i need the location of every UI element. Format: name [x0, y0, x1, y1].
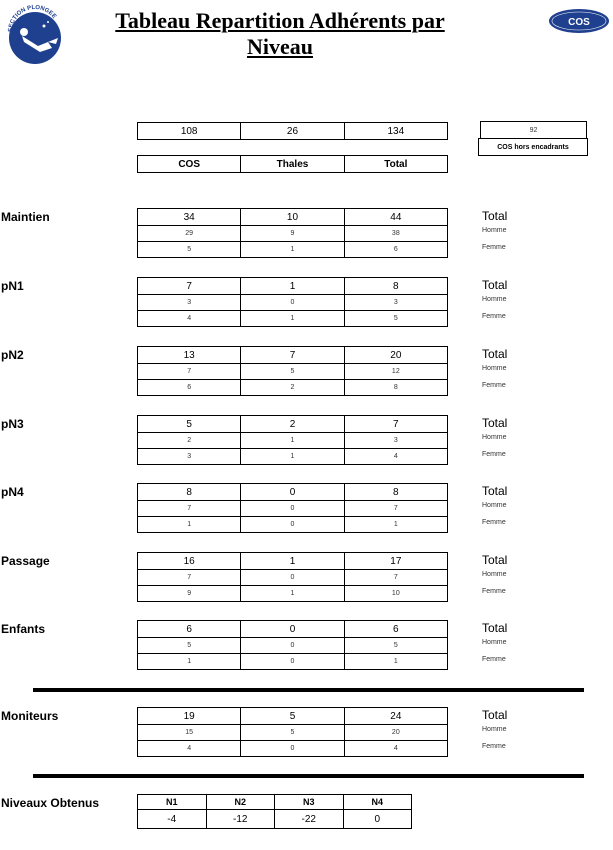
homme-row-label: Homme — [482, 571, 507, 578]
cos-logo-icon — [548, 8, 610, 34]
page-title-line2: Niveau — [247, 34, 313, 59]
homme-cell: 7 — [138, 570, 241, 586]
table-row — [138, 449, 448, 465]
table-row — [138, 570, 448, 586]
homme-cell: 5 — [241, 725, 344, 741]
niveaux-value-n4: 0 — [343, 810, 412, 829]
femme-cell: 1 — [138, 654, 241, 670]
femme-cell: 5 — [344, 311, 447, 327]
homme-cell: 2 — [138, 433, 241, 449]
total-cell: 8 — [344, 278, 447, 295]
group-table — [137, 277, 448, 327]
niveaux-label: Niveaux Obtenus — [1, 796, 100, 810]
femme-cell: 4 — [344, 449, 447, 465]
femme-row-label: Femme — [482, 382, 506, 389]
right-logo-text: COS — [568, 17, 590, 28]
femme-cell: 8 — [344, 380, 447, 396]
summary-thales-value: 26 — [241, 123, 344, 140]
homme-row-label: Homme — [482, 639, 507, 646]
niveaux-header-n1: N1 — [138, 795, 207, 810]
femme-row-label: Femme — [482, 519, 506, 526]
homme-row-label: Homme — [482, 502, 507, 509]
homme-row-label: Homme — [482, 365, 507, 372]
header-cos: COS — [138, 156, 241, 173]
femme-cell: 4 — [344, 741, 447, 757]
femme-cell: 6 — [344, 242, 447, 258]
group-table — [137, 483, 448, 533]
table-row — [138, 725, 448, 741]
diver-logo-icon — [4, 2, 66, 68]
total-cell: 5 — [241, 708, 344, 725]
femme-row-label: Femme — [482, 588, 506, 595]
group-table — [137, 208, 448, 258]
total-cell: 6 — [138, 621, 241, 638]
femme-cell: 1 — [241, 586, 344, 602]
table-row — [138, 311, 448, 327]
total-row-label: Total — [482, 484, 508, 498]
left-logo-text: SECTION PLONGEE — [7, 4, 57, 33]
group-label: pN2 — [1, 348, 24, 362]
homme-cell: 0 — [241, 638, 344, 654]
table-row — [138, 278, 448, 295]
homme-cell: 1 — [241, 433, 344, 449]
group-table — [137, 707, 448, 757]
niveaux-header-n3: N3 — [275, 795, 344, 810]
header-thales: Thales — [241, 156, 344, 173]
summary-values-table — [137, 122, 448, 140]
femme-cell: 6 — [138, 380, 241, 396]
total-cell: 44 — [344, 209, 447, 226]
total-cell: 5 — [138, 416, 241, 433]
group-label: pN4 — [1, 485, 24, 499]
total-cell: 19 — [138, 708, 241, 725]
total-row-label: Total — [482, 708, 508, 722]
homme-cell: 38 — [344, 226, 447, 242]
homme-cell: 3 — [344, 295, 447, 311]
total-cell: 24 — [344, 708, 447, 725]
homme-cell: 7 — [138, 364, 241, 380]
table-row — [138, 638, 448, 654]
total-cell: 1 — [241, 553, 344, 570]
table-row — [138, 295, 448, 311]
total-cell: 20 — [344, 347, 447, 364]
table-row — [138, 364, 448, 380]
homme-cell: 5 — [344, 638, 447, 654]
group-label: pN1 — [1, 279, 24, 293]
summary-header-table — [137, 155, 448, 173]
header-total: Total — [344, 156, 447, 173]
group-table — [137, 620, 448, 670]
table-row — [138, 226, 448, 242]
homme-cell: 5 — [241, 364, 344, 380]
homme-row-label: Homme — [482, 296, 507, 303]
niveaux-table — [137, 794, 412, 829]
femme-cell: 0 — [241, 517, 344, 533]
total-cell: 1 — [241, 278, 344, 295]
total-cell: 34 — [138, 209, 241, 226]
separator-line — [33, 688, 584, 692]
femme-cell: 3 — [138, 449, 241, 465]
femme-row-label: Femme — [482, 656, 506, 663]
total-row-label: Total — [482, 278, 508, 292]
total-cell: 8 — [138, 484, 241, 501]
total-cell: 10 — [241, 209, 344, 226]
femme-cell: 5 — [138, 242, 241, 258]
femme-cell: 1 — [241, 449, 344, 465]
group-label: Maintien — [1, 210, 50, 224]
total-row-label: Total — [482, 553, 508, 567]
summary-cos-value: 108 — [138, 123, 241, 140]
group-table — [137, 346, 448, 396]
table-row — [138, 380, 448, 396]
group-label: Enfants — [1, 622, 46, 636]
summary-total-value: 134 — [344, 123, 447, 140]
homme-cell: 12 — [344, 364, 447, 380]
group-label: Passage — [1, 554, 50, 568]
total-cell: 0 — [241, 484, 344, 501]
homme-cell: 7 — [138, 501, 241, 517]
femme-row-label: Femme — [482, 313, 506, 320]
table-row — [138, 209, 448, 226]
total-row-label: Total — [482, 347, 508, 361]
femme-cell: 9 — [138, 586, 241, 602]
page-title-line1: Tableau Repartition Adhérents par — [115, 8, 445, 33]
homme-cell: 29 — [138, 226, 241, 242]
group-table — [137, 552, 448, 602]
total-cell: 7 — [138, 278, 241, 295]
table-row — [138, 347, 448, 364]
femme-cell: 1 — [241, 311, 344, 327]
total-row-label: Total — [482, 416, 508, 430]
total-cell: 7 — [241, 347, 344, 364]
table-row — [138, 517, 448, 533]
total-cell: 13 — [138, 347, 241, 364]
total-row-label: Total — [482, 209, 508, 223]
cos-hors-label-table — [478, 138, 588, 156]
niveaux-value-n1: -4 — [138, 810, 207, 829]
total-cell: 17 — [344, 553, 447, 570]
homme-cell: 20 — [344, 725, 447, 741]
cos-hors-label: COS hors encadrants — [479, 139, 588, 156]
homme-cell: 0 — [241, 295, 344, 311]
femme-row-label: Femme — [482, 451, 506, 458]
total-cell: 7 — [344, 416, 447, 433]
homme-row-label: Homme — [482, 726, 507, 733]
table-row — [138, 586, 448, 602]
total-cell: 6 — [344, 621, 447, 638]
total-cell: 2 — [241, 416, 344, 433]
homme-cell: 9 — [241, 226, 344, 242]
femme-cell: 1 — [344, 654, 447, 670]
cos-hors-value-table — [480, 121, 587, 139]
table-row — [138, 654, 448, 670]
femme-cell: 0 — [241, 654, 344, 670]
femme-row-label: Femme — [482, 743, 506, 750]
table-row — [138, 501, 448, 517]
group-table — [137, 415, 448, 465]
total-cell: 16 — [138, 553, 241, 570]
homme-cell: 15 — [138, 725, 241, 741]
homme-cell: 3 — [344, 433, 447, 449]
cos-hors-value: 92 — [481, 122, 587, 139]
table-row — [138, 433, 448, 449]
table-row — [138, 741, 448, 757]
femme-cell: 1 — [138, 517, 241, 533]
femme-cell: 1 — [344, 517, 447, 533]
femme-cell: 4 — [138, 311, 241, 327]
homme-cell: 0 — [241, 501, 344, 517]
femme-cell: 4 — [138, 741, 241, 757]
homme-cell: 7 — [344, 570, 447, 586]
group-label: pN3 — [1, 417, 24, 431]
total-cell: 0 — [241, 621, 344, 638]
table-row — [138, 484, 448, 501]
femme-cell: 1 — [241, 242, 344, 258]
femme-row-label: Femme — [482, 244, 506, 251]
niveaux-value-n3: -22 — [275, 810, 344, 829]
total-cell: 8 — [344, 484, 447, 501]
group-label: Moniteurs — [1, 709, 59, 723]
homme-row-label: Homme — [482, 434, 507, 441]
table-row — [138, 242, 448, 258]
niveaux-value-n2: -12 — [206, 810, 275, 829]
niveaux-header-n2: N2 — [206, 795, 275, 810]
femme-cell: 10 — [344, 586, 447, 602]
page-title — [80, 8, 480, 60]
table-row — [138, 708, 448, 725]
table-row — [138, 553, 448, 570]
homme-cell: 3 — [138, 295, 241, 311]
homme-row-label: Homme — [482, 227, 507, 234]
homme-cell: 5 — [138, 638, 241, 654]
niveaux-header-n4: N4 — [343, 795, 412, 810]
table-row — [138, 416, 448, 433]
separator-line — [33, 774, 584, 778]
homme-cell: 0 — [241, 570, 344, 586]
homme-cell: 7 — [344, 501, 447, 517]
femme-cell: 0 — [241, 741, 344, 757]
femme-cell: 2 — [241, 380, 344, 396]
total-row-label: Total — [482, 621, 508, 635]
table-row — [138, 621, 448, 638]
